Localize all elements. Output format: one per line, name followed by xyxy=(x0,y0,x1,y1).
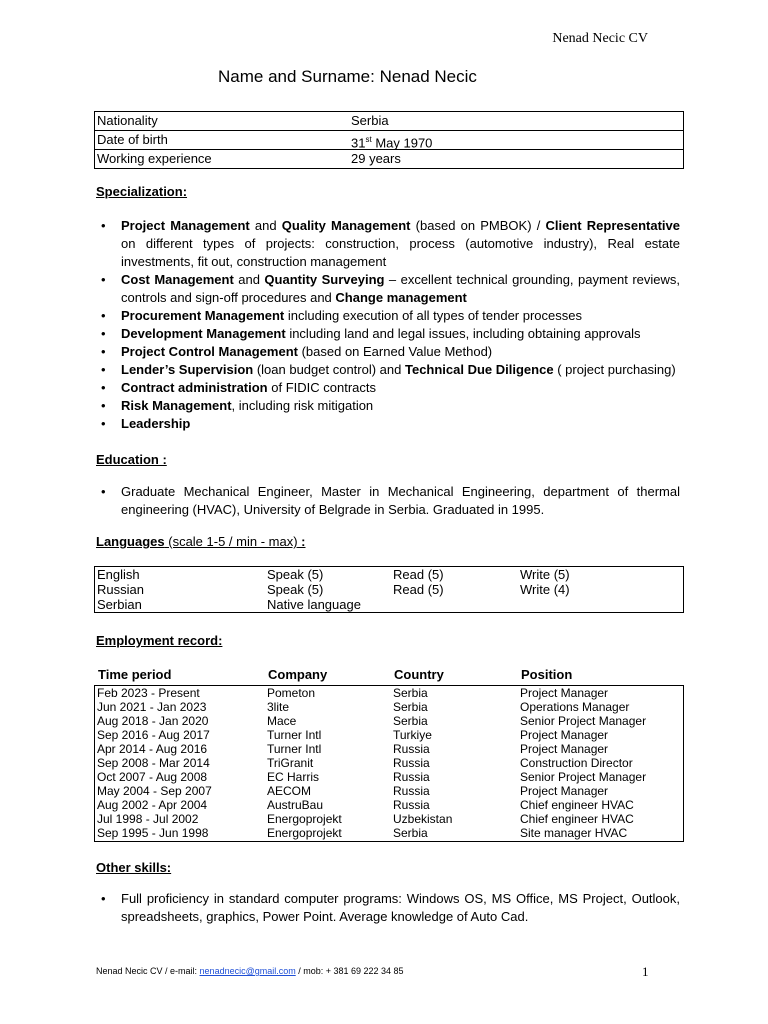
dob-month-year: May 1970 xyxy=(371,135,433,151)
table-cell: Feb 2023 - Present xyxy=(97,686,200,700)
table-cell: Sep 1995 - Jun 1998 xyxy=(97,826,209,840)
item-text: of FIDIC contracts xyxy=(267,380,376,395)
table-cell: Project Manager xyxy=(520,784,609,798)
table-cell: May 2004 - Sep 2007 xyxy=(97,784,212,798)
table-cell: Sep 2016 - Aug 2017 xyxy=(97,728,210,742)
table-cell: Energoprojekt xyxy=(267,826,342,840)
table-cell: Site manager HVAC xyxy=(520,826,628,840)
table-cell: Senior Project Manager xyxy=(520,770,647,784)
item-text: and xyxy=(249,218,282,233)
emphasis-text: Quantity Surveying xyxy=(264,272,385,287)
languages-heading-colon: : xyxy=(297,534,306,549)
nationality-label: Nationality xyxy=(97,113,158,128)
table-row xyxy=(95,798,683,812)
table-cell: Mace xyxy=(267,714,297,728)
table-row xyxy=(95,784,683,798)
footer-prefix: Nenad Necic CV / e-mail: xyxy=(96,966,200,976)
table-cell: Oct 2007 - Aug 2008 xyxy=(97,770,208,784)
employment-header-row xyxy=(96,667,682,685)
table-row xyxy=(95,812,683,826)
table-cell: Turkiye xyxy=(393,728,432,742)
table-cell: Serbia xyxy=(393,686,428,700)
list-item xyxy=(96,271,680,307)
table-row xyxy=(95,112,683,131)
table-cell: Operations Manager xyxy=(520,700,630,714)
item-text: including execution of all types of tender processes xyxy=(284,308,582,323)
table-cell: Serbian xyxy=(97,597,142,612)
education-list xyxy=(96,483,680,519)
emphasis-text: Change management xyxy=(335,290,467,305)
languages-heading xyxy=(96,534,306,549)
item-text: including land and legal issues, including obtaining approvals xyxy=(285,326,641,341)
table-cell: Serbia xyxy=(393,700,428,714)
item-text: , including risk mitigation xyxy=(231,398,374,413)
item-text: and xyxy=(233,272,265,287)
table-row xyxy=(95,728,683,742)
table-cell: Serbia xyxy=(393,714,428,728)
column-header: Company xyxy=(268,667,328,682)
emphasis-text: Cost Management xyxy=(121,272,234,287)
table-cell: Native language xyxy=(267,597,361,612)
table-cell: Aug 2018 - Jan 2020 xyxy=(97,714,209,728)
personal-info-table xyxy=(94,111,684,169)
emphasis-text: Technical Due Diligence xyxy=(404,362,554,377)
table-cell: Speak (5) xyxy=(267,582,324,597)
experience-value: 29 years xyxy=(351,151,401,166)
table-row xyxy=(95,700,683,714)
column-header: Time period xyxy=(98,667,172,682)
table-cell: Project Manager xyxy=(520,728,609,742)
page-number: 1 xyxy=(642,964,649,979)
table-cell: Project Manager xyxy=(520,686,609,700)
table-row xyxy=(95,742,683,756)
item-text: ( project purchasing) xyxy=(553,362,676,377)
list-item xyxy=(96,397,680,415)
table-cell: Write (5) xyxy=(520,567,570,582)
employment-table xyxy=(94,685,684,842)
list-item: • Full proficiency in standard computer programs: Windows OS, MS Office, MS Project, Outlook, spreadsheets, graphics, Power Point. Average knowledge of Auto Cad. xyxy=(96,890,680,926)
footer-phone: / mob: + 381 69 222 34 85 xyxy=(295,966,404,976)
table-cell: Turner Intl xyxy=(267,742,322,756)
emphasis-text: Project Management xyxy=(121,218,250,233)
table-cell: AECOM xyxy=(267,784,312,798)
email-link[interactable]: nenadnecic@gmail.com xyxy=(199,966,296,976)
table-cell: Read (5) xyxy=(393,567,444,582)
table-row xyxy=(95,756,683,770)
footer xyxy=(96,966,404,976)
emphasis-text: Risk Management xyxy=(121,398,232,413)
table-row xyxy=(95,582,683,597)
list-item xyxy=(96,361,680,379)
emphasis-text: Lender’s Supervision xyxy=(121,362,254,377)
dob-day: 31 xyxy=(351,135,366,151)
specialization-list xyxy=(96,217,680,433)
emphasis-text: Contract administration xyxy=(121,380,268,395)
table-cell: Pometon xyxy=(267,686,316,700)
table-cell: Speak (5) xyxy=(267,567,324,582)
table-cell: Jun 2021 - Jan 2023 xyxy=(97,700,207,714)
item-text: (based on PMBOK) / xyxy=(410,218,546,233)
emphasis-text: Procurement Management xyxy=(121,308,285,323)
table-row xyxy=(95,567,683,582)
languages-table xyxy=(94,566,684,613)
table-cell: EC Harris xyxy=(267,770,320,784)
emphasis-text: Project Control Management xyxy=(121,344,298,359)
item-text: – excellent technical grounding, payment reviews, controls and sign-off procedures and xyxy=(121,272,680,305)
item-text: (loan budget control) and xyxy=(253,362,405,377)
table-row xyxy=(95,826,683,840)
list-item xyxy=(96,325,680,343)
column-header: Position xyxy=(521,667,573,682)
education-heading: Education : xyxy=(96,452,167,467)
table-cell: 3lite xyxy=(267,700,290,714)
list-item xyxy=(96,217,680,271)
running-header: Nenad Necic CV xyxy=(552,31,648,46)
table-row xyxy=(95,597,683,612)
table-cell: TriGranit xyxy=(267,756,314,770)
other-skills-heading: Other skills: xyxy=(96,860,172,875)
table-cell: Russia xyxy=(393,798,430,812)
table-cell: Read (5) xyxy=(393,582,444,597)
table-cell: Chief engineer HVAC xyxy=(520,812,634,826)
table-cell: Senior Project Manager xyxy=(520,714,647,728)
nationality-value: Serbia xyxy=(351,113,389,128)
table-row xyxy=(95,770,683,784)
table-cell: AustruBau xyxy=(267,798,324,812)
experience-label: Working experience xyxy=(97,151,212,166)
table-cell: Russia xyxy=(393,742,430,756)
table-cell: Construction Director xyxy=(520,756,633,770)
employment-heading: Employment record: xyxy=(96,633,223,648)
column-header: Country xyxy=(394,667,444,682)
table-cell: Russia xyxy=(393,784,430,798)
table-cell: Russia xyxy=(393,770,430,784)
list-item xyxy=(96,379,680,397)
table-cell: Uzbekistan xyxy=(393,812,453,826)
table-cell: Project Manager xyxy=(520,742,609,756)
table-cell: Aug 2002 - Apr 2004 xyxy=(97,798,208,812)
table-cell: Energoprojekt xyxy=(267,812,342,826)
table-cell: Apr 2014 - Aug 2016 xyxy=(97,742,208,756)
languages-scale-note: (scale 1-5 / min - max) xyxy=(164,534,298,549)
table-row xyxy=(95,131,683,150)
list-item: • Graduate Mechanical Engineer, Master in Mechanical Engineering, department of thermal engineering (HVAC), University of Belgrade in Serbia. Graduated in 1995. xyxy=(96,483,680,519)
table-row xyxy=(95,714,683,728)
table-row xyxy=(95,150,683,168)
table-cell: English xyxy=(97,567,140,582)
dob-label: Date of birth xyxy=(97,132,168,147)
list-item xyxy=(96,307,680,325)
emphasis-text: Client Representative xyxy=(545,218,680,233)
list-item xyxy=(96,415,680,433)
list-item xyxy=(96,343,680,361)
table-cell: Write (4) xyxy=(520,582,570,597)
table-row xyxy=(95,686,683,700)
item-text: (based on Earned Value Method) xyxy=(297,344,493,359)
table-cell: Chief engineer HVAC xyxy=(520,798,634,812)
item-text: on different types of projects: construction, process (automotive industry), Real estate investments, fit out, construction management xyxy=(121,236,680,269)
emphasis-text: Development Management xyxy=(121,326,286,341)
table-cell: Russian xyxy=(97,582,144,597)
emphasis-text: Leadership xyxy=(121,416,191,431)
emphasis-text: Quality Management xyxy=(281,218,411,233)
dob-ordinal: st xyxy=(365,135,372,144)
other-skills-list xyxy=(96,890,680,926)
table-cell: Serbia xyxy=(393,826,428,840)
languages-heading-text: Languages xyxy=(96,534,165,549)
table-cell: Sep 2008 - Mar 2014 xyxy=(97,756,210,770)
specialization-heading: Specialization: xyxy=(96,184,188,199)
page-title: Name and Surname: Nenad Necic xyxy=(218,67,477,86)
table-cell: Russia xyxy=(393,756,430,770)
table-cell: Jul 1998 - Jul 2002 xyxy=(97,812,199,826)
table-cell: Turner Intl xyxy=(267,728,322,742)
